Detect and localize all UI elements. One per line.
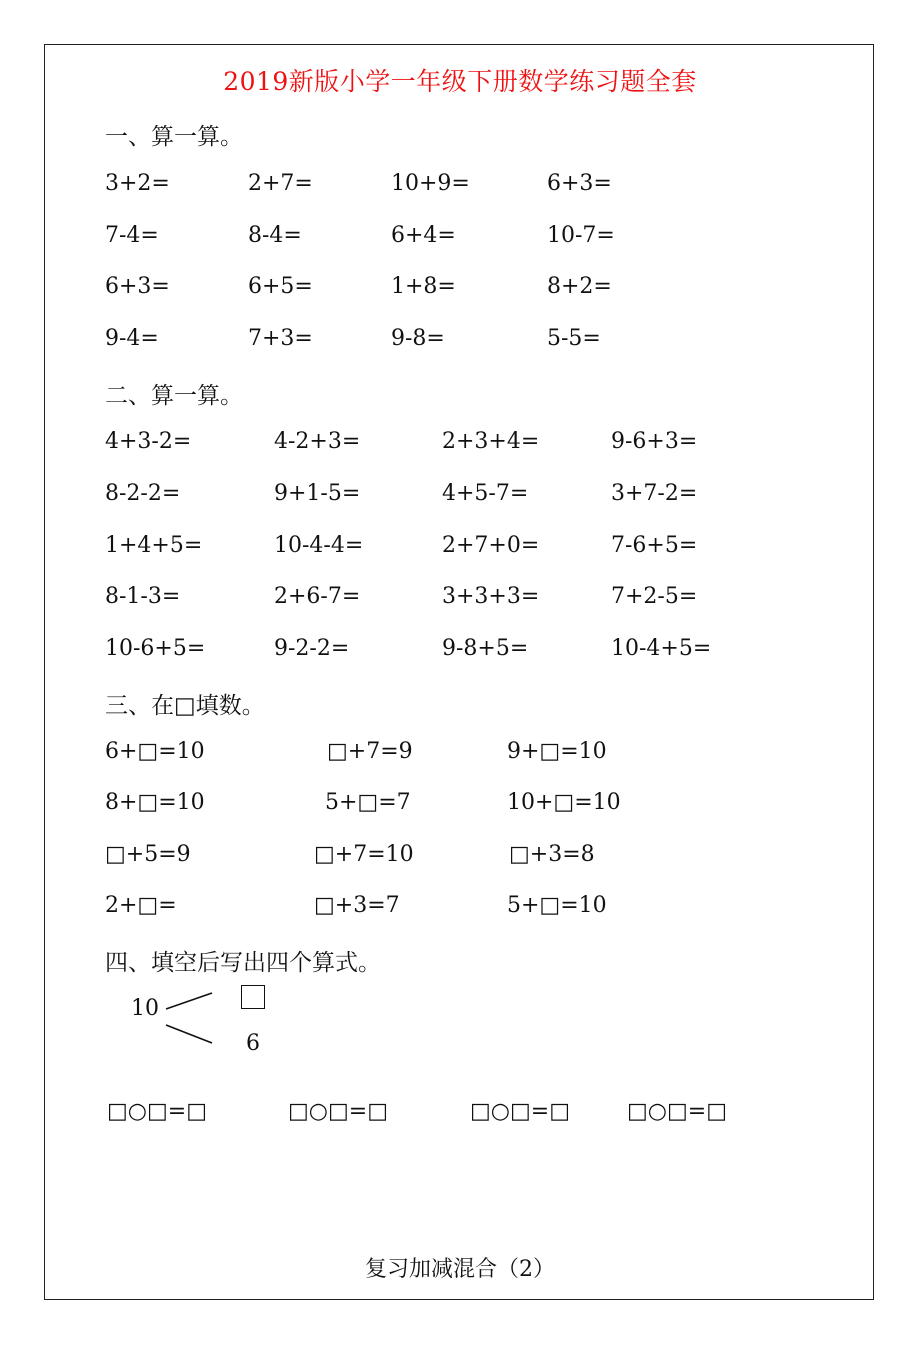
- s1-problem: 10-7=: [547, 223, 615, 248]
- s2-problem: 4-2+3=: [274, 429, 361, 454]
- s1-problem: 9-4=: [105, 326, 159, 351]
- s1-problem: 9-8=: [391, 326, 445, 351]
- s3-problem: 9+□=10: [507, 739, 607, 764]
- s2-problem: 9-6+3=: [611, 429, 698, 454]
- equation-template: □○□=□: [288, 1099, 388, 1124]
- s1-problem: 7+3=: [248, 326, 313, 351]
- s2-problem: 9-8+5=: [442, 636, 529, 661]
- section2-heading: 二、算一算。: [105, 383, 243, 409]
- number-bond-blank-box: [241, 985, 265, 1009]
- s2-problem: 10-4+5=: [611, 636, 712, 661]
- equation-template: □○□=□: [627, 1099, 727, 1124]
- s2-problem: 3+7-2=: [611, 481, 698, 506]
- s1-problem: 1+8=: [391, 274, 456, 299]
- s2-problem: 9-2-2=: [274, 636, 350, 661]
- s2-problem: 7+2-5=: [611, 584, 698, 609]
- s2-problem: 2+7+0=: [442, 533, 540, 558]
- s3-problem: 5+□=7: [325, 790, 411, 815]
- s2-problem: 2+3+4=: [442, 429, 540, 454]
- s2-problem: 10-6+5=: [105, 636, 206, 661]
- s1-problem: 6+3=: [105, 274, 170, 299]
- s3-problem: 10+□=10: [507, 790, 621, 815]
- section4-heading: 四、填空后写出四个算式。: [105, 950, 381, 976]
- number-bond-part: 6: [246, 1031, 260, 1056]
- s2-problem: 4+3-2=: [105, 429, 192, 454]
- s1-problem: 7-4=: [105, 223, 159, 248]
- s3-problem: □+3=7: [314, 893, 400, 918]
- s3-problem: □+5=9: [105, 842, 191, 867]
- equation-template: □○□=□: [470, 1099, 570, 1124]
- page-title: 2019新版小学一年级下册数学练习题全套: [223, 67, 697, 96]
- s1-problem: 5-5=: [547, 326, 601, 351]
- page-footer: 复习加减混合（2）: [365, 1257, 555, 1282]
- s1-problem: 2+7=: [248, 171, 313, 196]
- bond-line-lower: [166, 1025, 212, 1043]
- s3-problem: 5+□=10: [507, 893, 607, 918]
- s2-problem: 4+5-7=: [442, 481, 529, 506]
- s3-problem: 6+□=10: [105, 739, 205, 764]
- bond-line-upper: [166, 993, 212, 1009]
- s1-problem: 3+2=: [105, 171, 170, 196]
- s1-problem: 6+5=: [248, 274, 313, 299]
- equation-template: □○□=□: [107, 1099, 207, 1124]
- s2-problem: 2+6-7=: [274, 584, 361, 609]
- s1-problem: 6+4=: [391, 223, 456, 248]
- s3-problem: 2+□=: [105, 893, 177, 918]
- s2-problem: 8-1-3=: [105, 584, 181, 609]
- s2-problem: 10-4-4=: [274, 533, 364, 558]
- s2-problem: 7-6+5=: [611, 533, 698, 558]
- s2-problem: 1+4+5=: [105, 533, 203, 558]
- section1-heading: 一、算一算。: [105, 124, 243, 150]
- s1-problem: 6+3=: [547, 171, 612, 196]
- s1-problem: 8-4=: [248, 223, 302, 248]
- s3-problem: □+3=8: [509, 842, 595, 867]
- s1-problem: 8+2=: [547, 274, 612, 299]
- s3-problem: □+7=10: [314, 842, 414, 867]
- s2-problem: 3+3+3=: [442, 584, 540, 609]
- s3-problem: □+7=9: [327, 739, 413, 764]
- s2-problem: 9+1-5=: [274, 481, 361, 506]
- section3-heading: 三、在□填数。: [105, 693, 265, 719]
- number-bond-whole: 10: [131, 996, 159, 1021]
- s1-problem: 10+9=: [391, 171, 470, 196]
- s3-problem: 8+□=10: [105, 790, 205, 815]
- s2-problem: 8-2-2=: [105, 481, 181, 506]
